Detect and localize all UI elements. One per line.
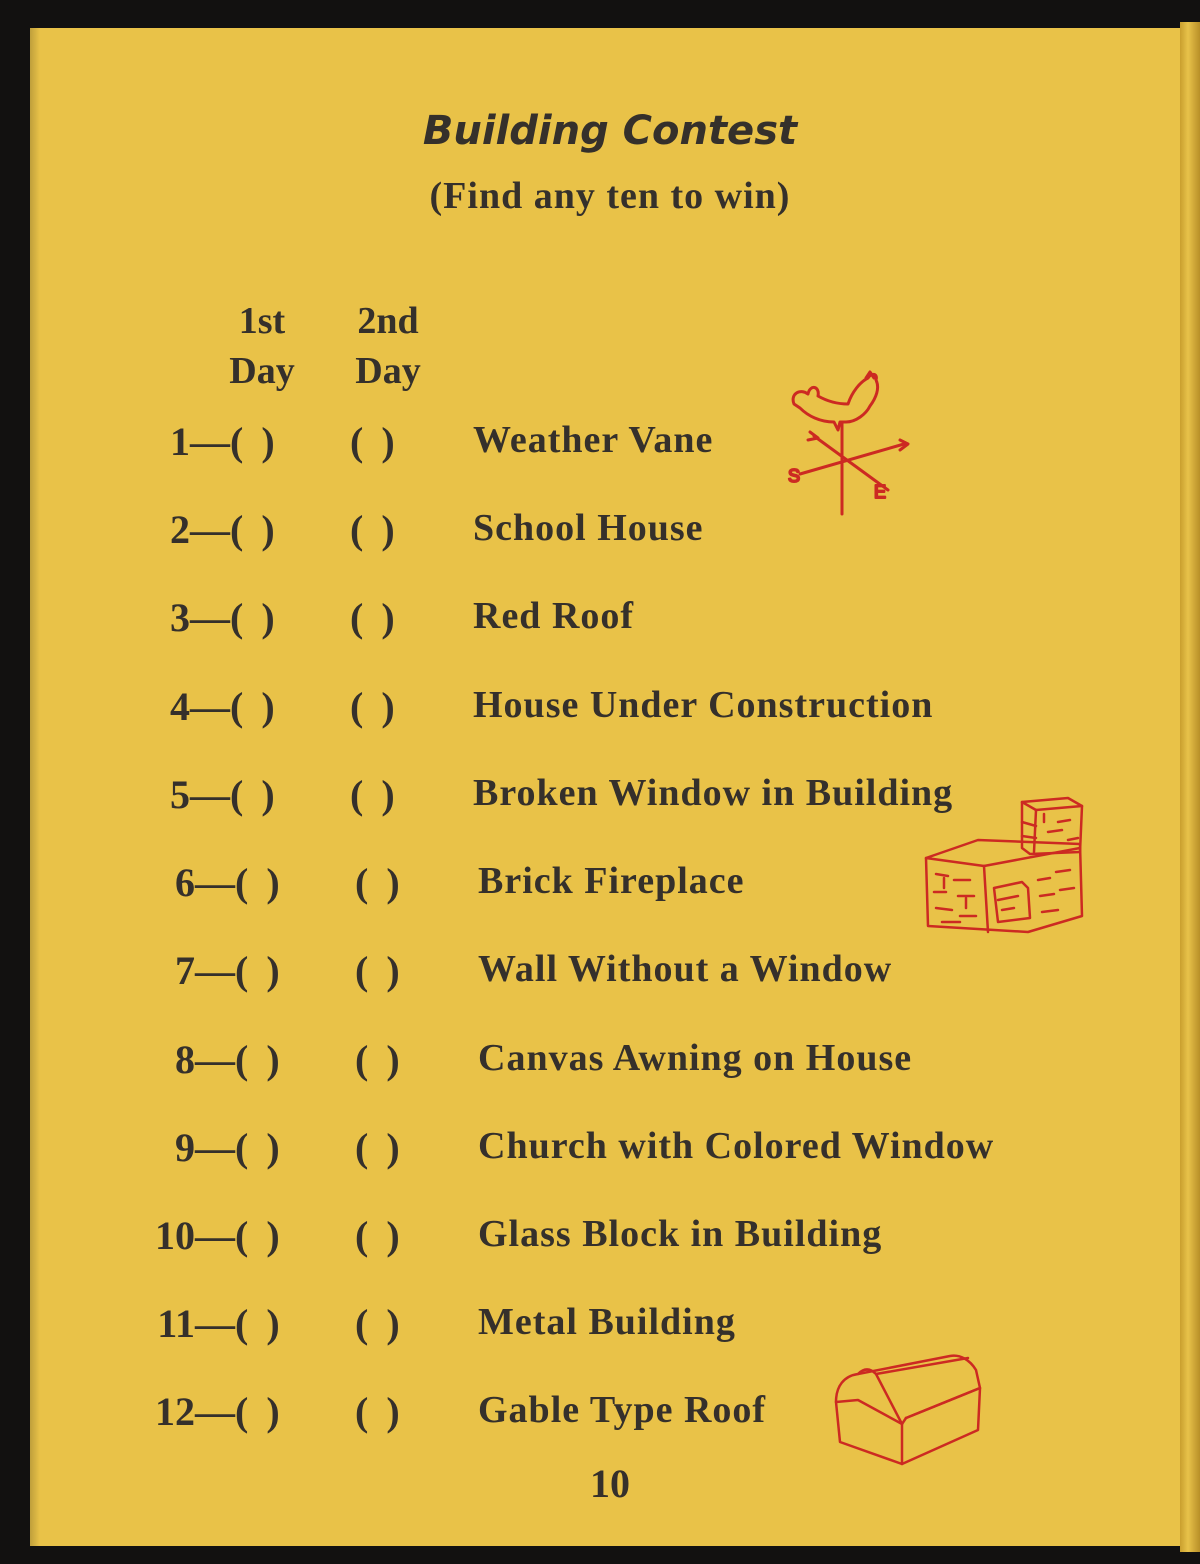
item-number: 2— [170,507,230,552]
brick-fireplace-icon [918,792,1088,938]
item-label: Metal Building [478,1301,736,1343]
item-number: 11— [157,1301,235,1346]
contest-item-9 [0,1124,1200,1184]
second-day-checkbox[interactable]: ( ) [355,1037,404,1082]
page-subtitle: (Find any ten to win) [429,175,791,217]
second-day-checkbox[interactable]: ( ) [355,1389,404,1434]
second-day-header-line2: Day [355,350,421,392]
item-number: 5— [170,772,230,817]
contest-item-12 [0,1388,1200,1448]
item-label: Church with Colored Window [478,1125,995,1167]
item-number: 7— [175,948,235,993]
item-number: 9— [175,1125,235,1170]
first-day-checkbox[interactable]: ( ) [230,419,279,464]
contest-item-1 [0,418,1200,478]
page-title: Building Contest [422,108,798,154]
svg-text:E: E [874,482,887,502]
item-label: Brick Fireplace [478,860,745,902]
second-day-checkbox[interactable]: ( ) [350,595,399,640]
first-day-header-line2: Day [229,350,295,392]
first-day-checkbox[interactable]: ( ) [230,595,279,640]
second-day-checkbox[interactable]: ( ) [350,419,399,464]
first-day-checkbox[interactable]: ( ) [235,1037,284,1082]
item-number: 10— [155,1213,235,1258]
item-number: 1— [170,419,230,464]
first-day-header-line1: 1st [238,300,286,342]
second-day-checkbox[interactable]: ( ) [350,507,399,552]
second-day-checkbox[interactable]: ( ) [350,684,399,729]
first-day-checkbox[interactable]: ( ) [235,948,284,993]
second-day-checkbox[interactable]: ( ) [355,860,404,905]
page-number: 10 [590,1461,630,1506]
first-day-checkbox[interactable]: ( ) [230,507,279,552]
item-label: Canvas Awning on House [478,1037,913,1079]
item-label: Weather Vane [473,419,714,461]
second-day-header-line1: 2nd [357,300,419,342]
item-number: 8— [175,1037,235,1082]
item-number: 3— [170,595,230,640]
first-day-checkbox[interactable]: ( ) [235,860,284,905]
gable-roof-icon [830,1346,990,1474]
first-day-checkbox[interactable]: ( ) [235,1301,284,1346]
first-day-checkbox[interactable]: ( ) [235,1125,284,1170]
contest-item-8 [0,1036,1200,1096]
item-number: 6— [175,860,235,905]
item-label: School House [473,507,704,549]
item-number: 4— [170,684,230,729]
weather-vane-icon [780,364,920,524]
item-label: Red Roof [473,595,635,637]
first-day-checkbox[interactable]: ( ) [230,684,279,729]
second-day-header [340,296,436,396]
second-day-checkbox[interactable]: ( ) [350,772,399,817]
contest-item-7 [0,947,1200,1007]
second-day-checkbox[interactable]: ( ) [355,1213,404,1258]
first-day-checkbox[interactable]: ( ) [235,1389,284,1434]
svg-text:S: S [788,466,801,486]
contest-item-3 [0,594,1200,654]
contest-item-2 [0,506,1200,566]
second-day-checkbox[interactable]: ( ) [355,1301,404,1346]
contest-item-11 [0,1300,1200,1360]
first-day-checkbox[interactable]: ( ) [230,772,279,817]
item-label: House Under Construction [473,684,934,726]
item-label: Broken Window in Building [473,772,954,814]
second-day-checkbox[interactable]: ( ) [355,948,404,993]
second-day-checkbox[interactable]: ( ) [355,1125,404,1170]
contest-item-4 [0,683,1200,743]
first-day-checkbox[interactable]: ( ) [235,1213,284,1258]
item-label: Wall Without a Window [478,948,893,990]
item-number: 12— [155,1389,235,1434]
contest-item-10 [0,1212,1200,1272]
first-day-header [222,296,302,396]
item-label: Gable Type Roof [478,1389,767,1431]
item-label: Glass Block in Building [478,1213,883,1255]
